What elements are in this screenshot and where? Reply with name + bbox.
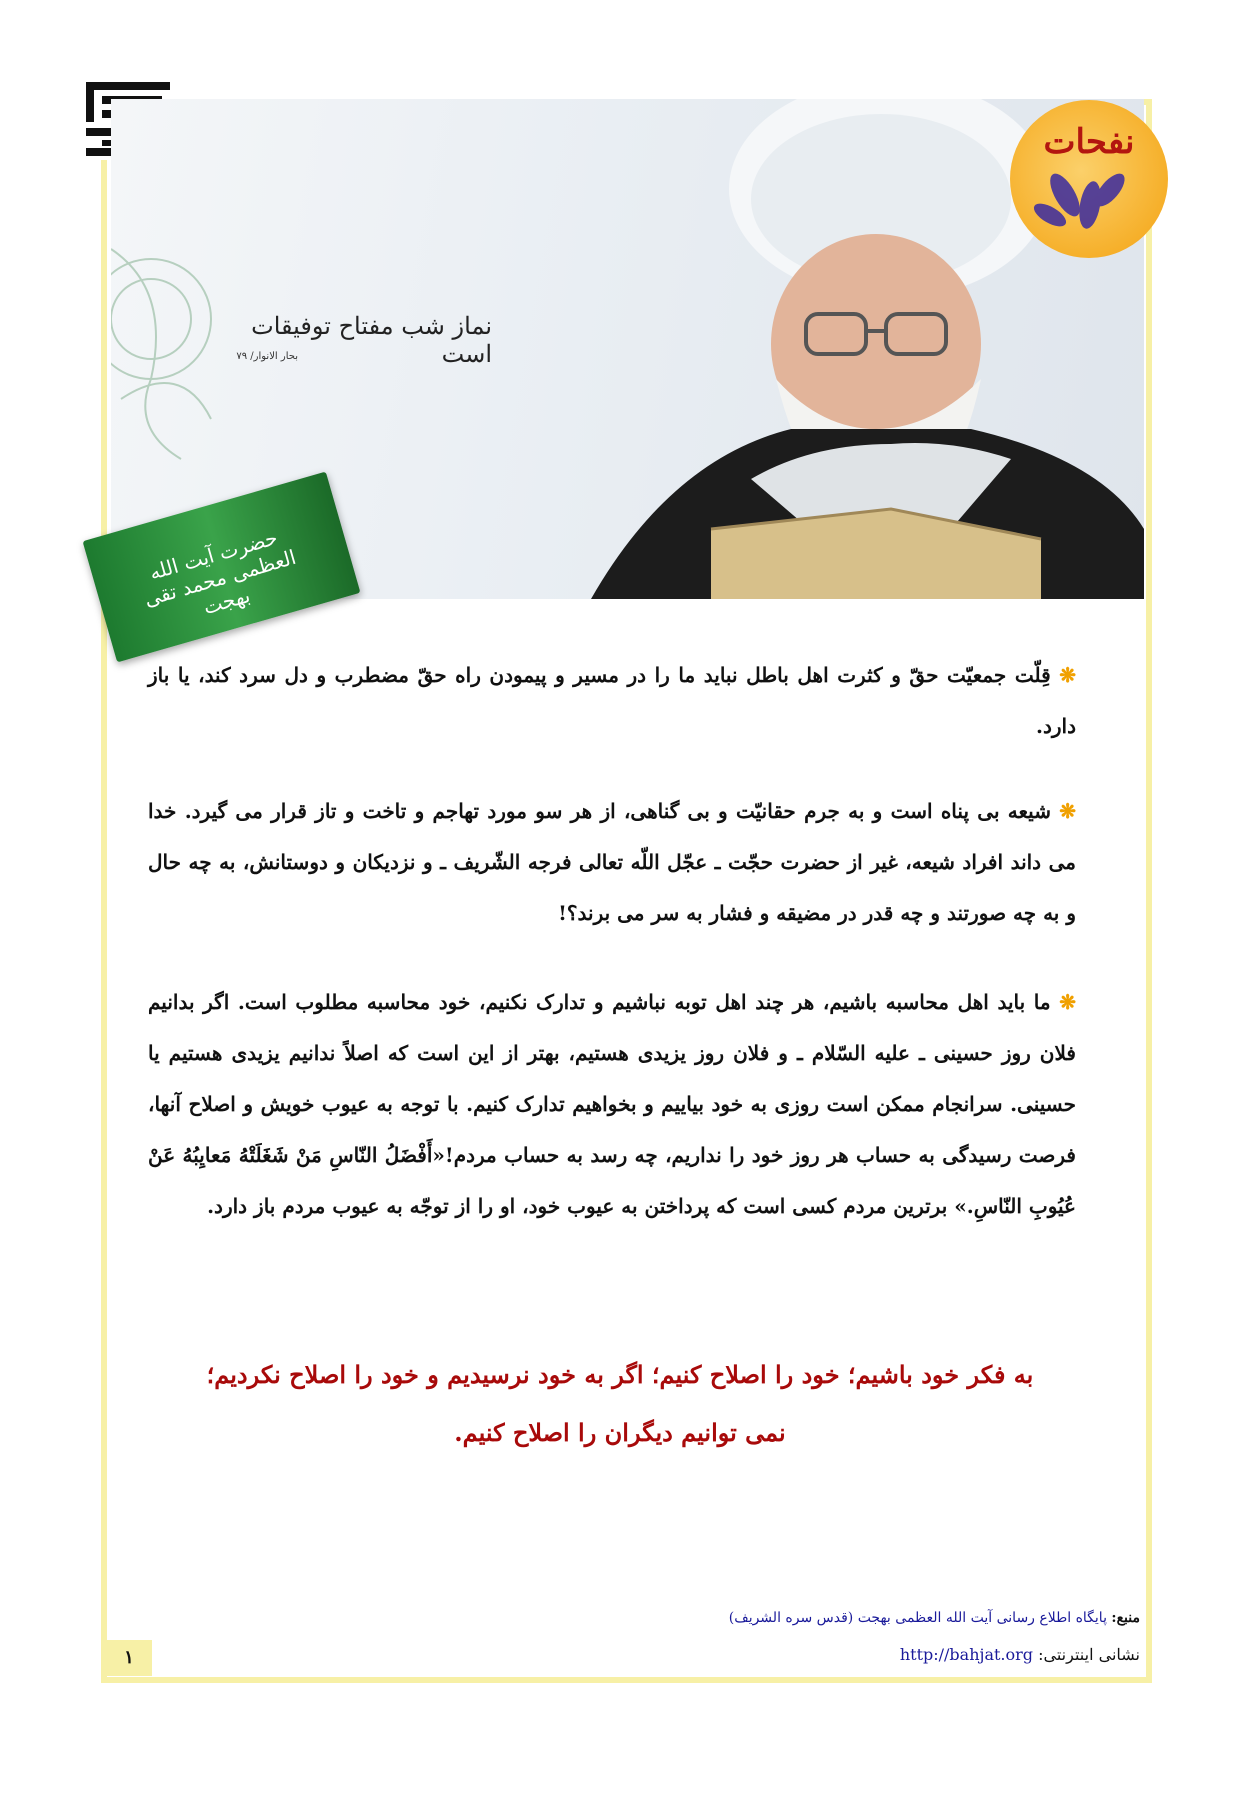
website-line [660,1645,1140,1664]
badge-title: نفحات [1043,122,1135,162]
bullet-icon: ❋ [1059,990,1076,1014]
source-label: منبع: [1111,1610,1140,1626]
closing-line-1: به فکر خود باشیم؛ خود را اصلاح کنیم؛ اگر به خود نرسیدیم و خود را اصلاح نکردیم؛ [206,1360,1034,1389]
name-sign-text: حضرت آیت الله العظمی محمد تقی بهجت [141,525,299,620]
website-label: نشانی اینترنتی: [1038,1645,1140,1664]
paragraph-1 [148,650,1076,752]
source-line [660,1610,1140,1626]
closing-line-2: نمی توانیم دیگران را اصلاح کنیم. [454,1418,786,1447]
bullet-icon: ❋ [1059,799,1076,823]
page-number: ۱ [106,1640,152,1676]
paragraph-text: ما باید اهل محاسبه باشیم، هر چند اهل توبه نباشیم و تدارک نکنیم، خود محاسبه مطلوب است. اگر بدانیم فلان روز حسینی ـ علیه السّلام ـ و فلان روز یزیدی هستیم، بهتر از این است که اصلاً ندانیم یزیدی هستیم یا حسینی. سرانجام ممکن است روزی به خود بیاییم و بخواهیم تدارک کنیم. با توجه به عیوب خویش و اصلاح آنها، فرصت رسیدگی به حساب هر روز خود را نداریم، چه رسد به حساب مردم!«أَفْضَلُ النّاسِ مَنْ شَغَلَتْهُ مَعایِبُهُ عَنْ عُیُوبِ النّاسِ.» برترین مردم کسی است که پرداختن به عیوب خود، او را از توجّه به عیوب مردم باز دارد. [148,990,1076,1218]
paragraph-3 [148,977,1076,1232]
banner-calligraphy-source: بحار الانوار/ ۷۹ [236,351,298,362]
nafahat-badge [1010,100,1168,258]
website-link[interactable]: http://bahjat.org [899,1645,1034,1664]
paragraph-text: شیعه بی پناه است و به جرم حقانیّت و بی گناهی، از هر سو مورد تهاجم و تاخت و تاز قرار می گیرد. خدا می داند افراد شیعه، غیر از حضرت حجّت ـ عجّل اللّه تعالی فرجه الشّریف ـ و نزدیکان و دوستانش، به چه حال و به چه صورتند و چه قدر در مضیقه و فشار به سر می برند؟! [148,799,1076,925]
paragraph-2 [148,786,1076,939]
paragraph-text: قِلّت جمعیّت حقّ و کثرت اهل باطل نباید ما را در مسیر و پیمودن راه حقّ مضطرب و دل سرد کند، یا باز دارد. [148,663,1076,738]
banner-calligraphy-title: نماز شب مفتاح توفیقات است [251,312,492,368]
source-text: پایگاه اطلاع رسانی آیت الله العظمی بهجت (قدس سره الشریف) [728,1610,1107,1626]
bullet-icon: ❋ [1059,663,1076,687]
